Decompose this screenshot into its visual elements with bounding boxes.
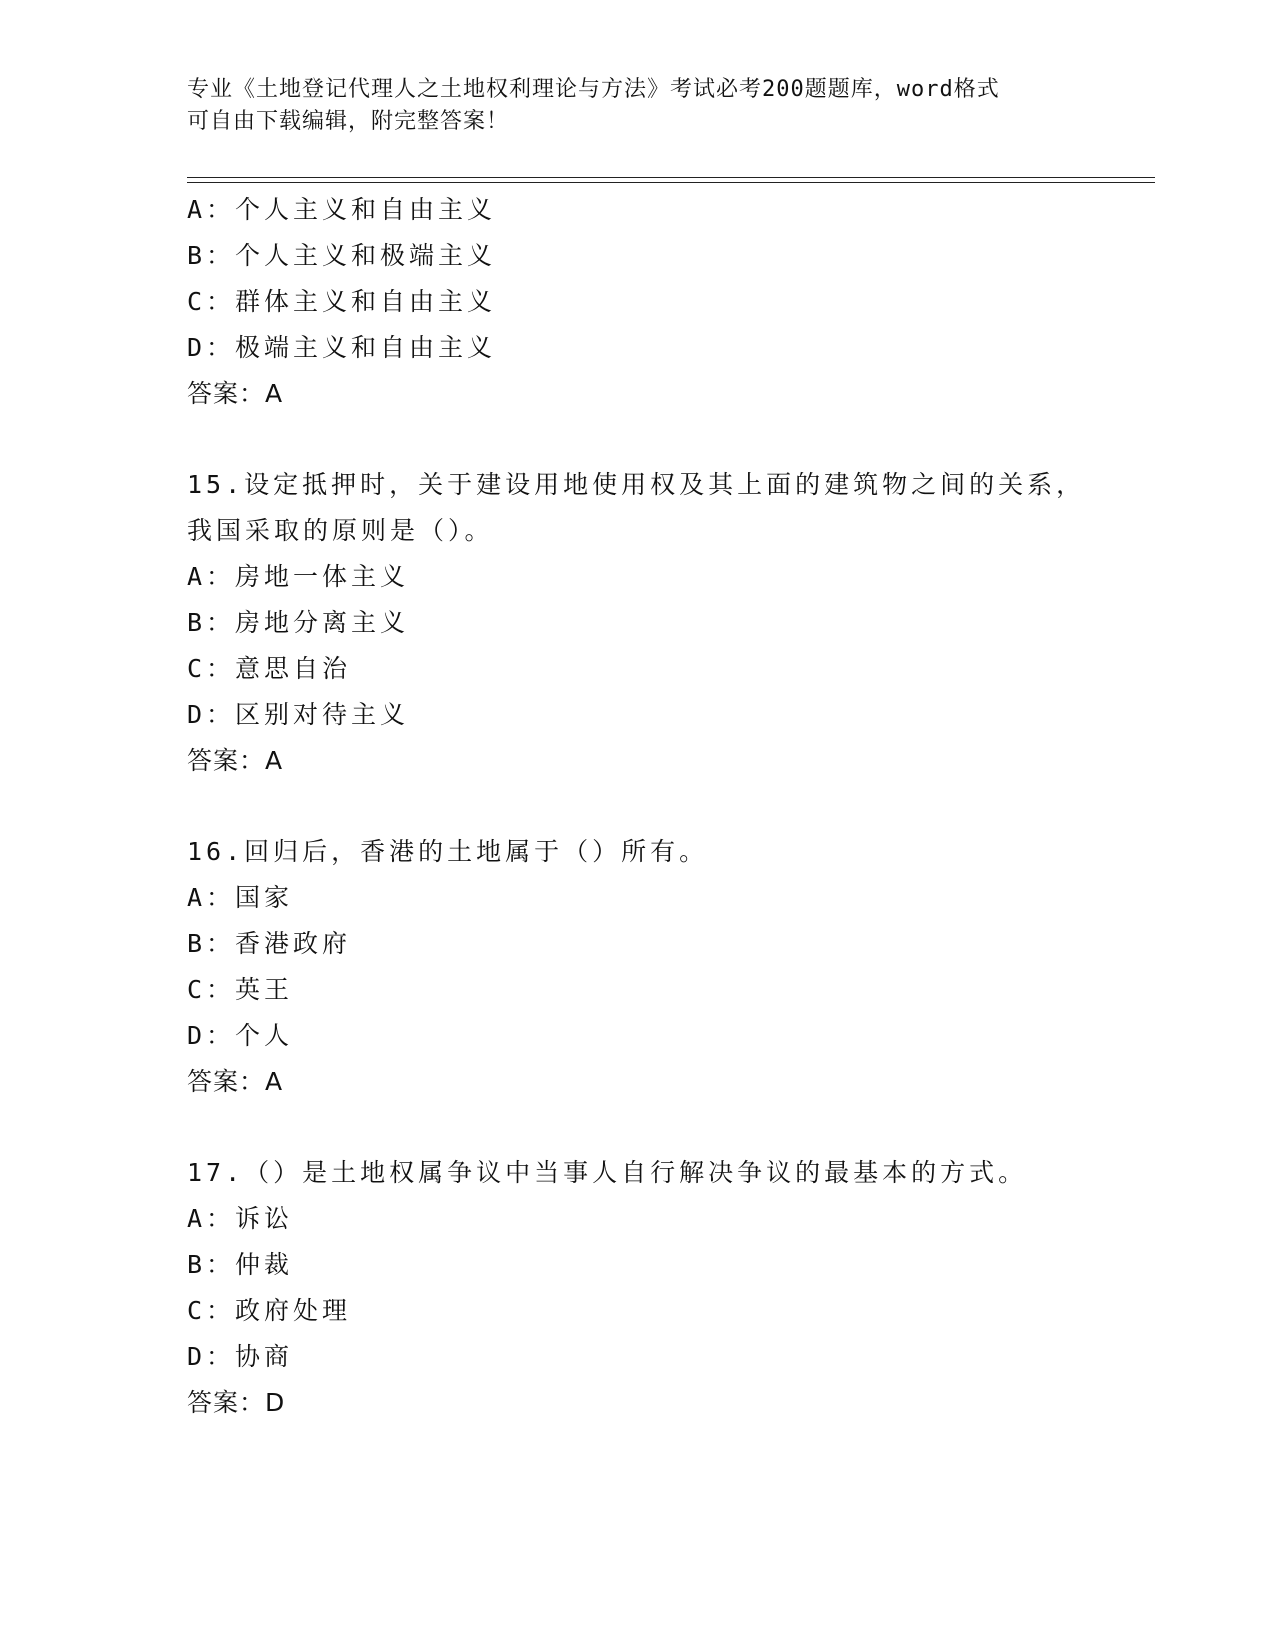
question-stem: 16.回归后，香港的土地属于（）所有。 bbox=[187, 837, 709, 866]
option-c: C：英王 bbox=[187, 975, 294, 1004]
option-b: B：仲裁 bbox=[187, 1250, 294, 1279]
question-stem: 15.设定抵押时，关于建设用地使用权及其上面的建筑物之间的关系， bbox=[187, 470, 1086, 499]
option-d: D：区别对待主义 bbox=[187, 700, 410, 729]
question-block-15 bbox=[187, 462, 1155, 784]
question-stem: 17.（）是土地权属争议中当事人自行解决争议的最基本的方式。 bbox=[187, 1158, 1028, 1187]
option-d: D：协商 bbox=[187, 1342, 294, 1371]
option-b: B：个人主义和极端主义 bbox=[187, 241, 497, 270]
document-header bbox=[187, 74, 1087, 138]
option-a: A：个人主义和自由主义 bbox=[187, 195, 497, 224]
question-block-16 bbox=[187, 829, 1155, 1105]
option-a: A：诉讼 bbox=[187, 1204, 294, 1233]
question-block-previous bbox=[187, 187, 1155, 417]
option-b: B：香港政府 bbox=[187, 929, 352, 958]
option-c: C：群体主义和自由主义 bbox=[187, 287, 497, 316]
answer-line: 答案：A bbox=[187, 379, 284, 408]
answer-line: 答案：A bbox=[187, 746, 284, 775]
option-a: A：房地一体主义 bbox=[187, 562, 410, 591]
option-d: D：个人 bbox=[187, 1021, 294, 1050]
header-divider-top bbox=[187, 177, 1155, 178]
option-c: C：意思自治 bbox=[187, 654, 352, 683]
header-title-line-2: 可自由下载编辑，附完整答案！ bbox=[187, 109, 510, 134]
header-title-line-1: 专业《土地登记代理人之土地权利理论与方法》考试必考200题题库，word格式 bbox=[187, 77, 1000, 102]
spacer bbox=[187, 417, 1155, 462]
spacer bbox=[187, 1105, 1155, 1150]
question-block-17 bbox=[187, 1150, 1155, 1426]
question-list bbox=[187, 187, 1155, 1426]
answer-line: 答案：A bbox=[187, 1067, 284, 1096]
option-c: C：政府处理 bbox=[187, 1296, 352, 1325]
option-d: D：极端主义和自由主义 bbox=[187, 333, 497, 362]
answer-line: 答案：D bbox=[187, 1388, 286, 1417]
header-divider-bottom bbox=[187, 182, 1155, 183]
option-a: A：国家 bbox=[187, 883, 294, 912]
option-b: B：房地分离主义 bbox=[187, 608, 410, 637]
spacer bbox=[187, 784, 1155, 829]
question-stem-continued: 我国采取的原则是（）。 bbox=[187, 516, 494, 545]
